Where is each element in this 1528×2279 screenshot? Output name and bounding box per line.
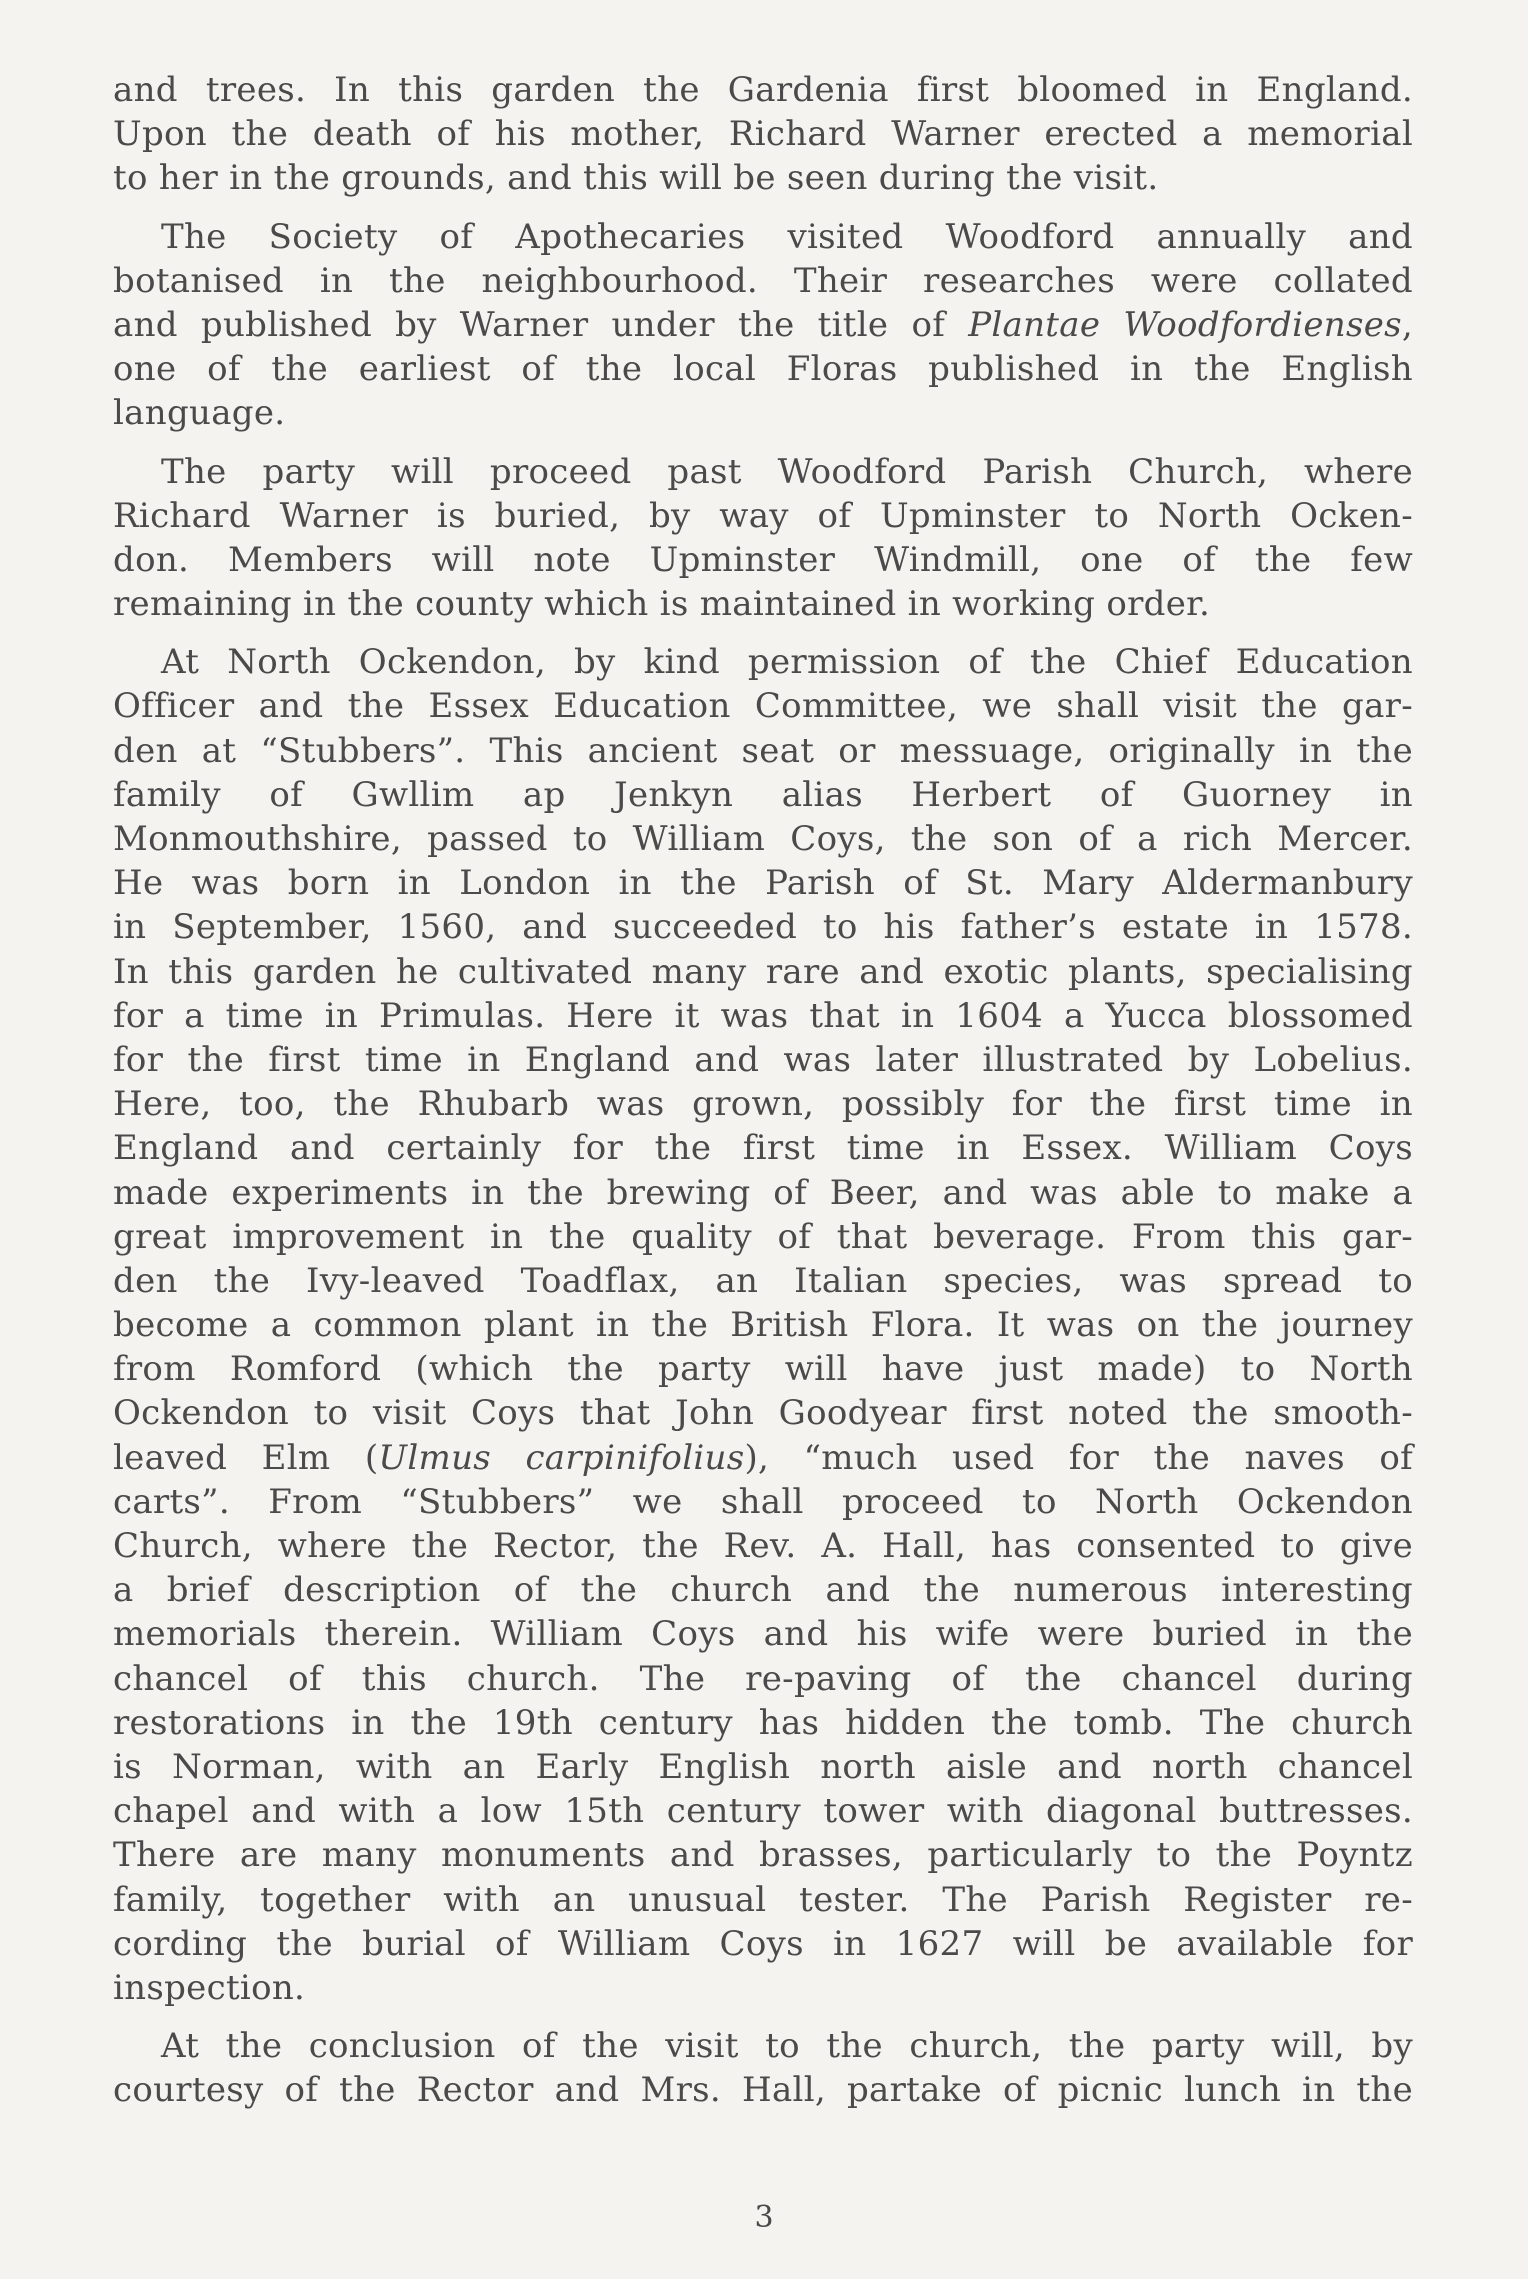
text-segment: courtesy of the Rector and Mrs. Hall, partake of picnic lunch in the [113, 2070, 1413, 2111]
text-segment: Officer and the Essex Education Committee, we shall visit the gar- [113, 686, 1413, 727]
text-line [113, 1303, 1413, 1347]
paragraph [113, 215, 1413, 436]
text-segment: chapel and with a low 15th century tower with diagonal buttresses. [113, 1791, 1413, 1832]
text-line [113, 1612, 1413, 1656]
text-segment: Monmouthshire, passed to William Coys, the son of a rich Mercer. [113, 819, 1413, 859]
text-segment: inspection. [113, 1967, 306, 2008]
text-line [113, 112, 1413, 156]
text-line [113, 1789, 1413, 1833]
paragraph [113, 640, 1413, 2010]
text-segment: one of the earliest of the local Floras published in the English [113, 349, 1413, 390]
text-segment: and trees. In this garden the Gardenia first bloomed in England. [113, 70, 1413, 110]
text-segment: remaining in the county which is maintained in working order. [113, 584, 1211, 625]
text-line [113, 347, 1413, 391]
italic-text: Ulmus carpinifolius [378, 1437, 745, 1478]
text-line [113, 1480, 1413, 1524]
text-line [113, 1391, 1413, 1435]
text-segment: a brief description of the church and the numerous interesting [113, 1570, 1413, 1611]
text-segment: The party will proceed past Woodford Parish Church, where [161, 451, 1413, 492]
text-line [113, 861, 1413, 905]
text-segment: family of Gwllim ap Jenkyn alias Herbert of Guorney in [113, 774, 1413, 815]
text-segment: and published by Warner under the title of [113, 304, 969, 345]
text-line [113, 450, 1413, 494]
text-line [113, 391, 1413, 435]
text-segment: cording the burial of William Coys in 1627 will be available for [113, 1923, 1413, 1964]
text-segment: ), “much used for the naves of [744, 1437, 1413, 1478]
paragraph [113, 68, 1413, 201]
text-segment: botanised in the neighbourhood. Their researches were collated [113, 260, 1413, 301]
text-line [113, 303, 1413, 347]
text-line [113, 2068, 1413, 2112]
text-segment: , [1401, 304, 1413, 345]
text-line [113, 1436, 1413, 1480]
text-segment: don. Members will note Upminster Windmill, one of the few [113, 539, 1413, 580]
text-segment: England and certainly for the first time in Essex. William Coys [113, 1128, 1413, 1169]
text-segment: family, together with an unusual tester. The Parish Register re- [113, 1879, 1413, 1920]
text-line [113, 156, 1413, 200]
text-segment: At North Ockendon, by kind permission of the Chief Education [161, 642, 1413, 683]
text-segment: den at “Stubbers”. This ancient seat or messuage, originally in the [113, 730, 1413, 771]
text-line [113, 1657, 1413, 1701]
text-line [113, 950, 1413, 994]
text-line [113, 640, 1413, 684]
text-segment: Here, too, the Rhubarb was grown, possibly for the first time in [113, 1084, 1413, 1125]
page-number: 3 [754, 2200, 774, 2235]
text-segment: carts”. From “Stubbers” we shall proceed to North Ockendon [113, 1481, 1413, 1522]
text-line [113, 1126, 1413, 1170]
text-segment: made experiments in the brewing of Beer, and was able to make a [113, 1172, 1413, 1213]
text-segment: from Romford (which the party will have just made) to North [113, 1349, 1413, 1390]
text-line [113, 994, 1413, 1038]
text-line [113, 538, 1413, 582]
text-segment: to her in the grounds, and this will be seen during the visit. [113, 158, 1159, 199]
text-line [113, 1524, 1413, 1568]
text-line [113, 1259, 1413, 1303]
text-line [113, 259, 1413, 303]
text-segment: become a common plant in the British Flora. It was on the journey [113, 1305, 1413, 1346]
text-line [113, 773, 1413, 817]
text-segment: in September, 1560, and succeeded to his father’s estate in 1578. [113, 907, 1413, 948]
text-line [113, 1568, 1413, 1612]
text-line [113, 1347, 1413, 1391]
text-segment: Upon the death of his mother, Richard Warner erected a memorial [113, 114, 1413, 155]
text-line [113, 1082, 1413, 1126]
text-line [113, 68, 1413, 112]
text-segment: chancel of this church. The re-paving of the chancel during [113, 1658, 1413, 1699]
text-segment: den the Ivy-leaved Toadflax, an Italian species, was spread to [113, 1260, 1413, 1301]
text-line [113, 1833, 1413, 1877]
text-line [113, 1922, 1413, 1966]
text-line [113, 905, 1413, 949]
text-segment: restorations in the 19th century has hidden the tomb. The church [113, 1702, 1413, 1743]
text-line [113, 1038, 1413, 1082]
text-segment: for the first time in England and was later illustrated by Lobelius. [113, 1039, 1413, 1080]
text-line [113, 1701, 1413, 1745]
italic-text: Plantae Woodfordienses [968, 304, 1402, 345]
text-line [113, 817, 1413, 861]
text-segment: Church, where the Rector, the Rev. A. Hall, has consented to give [113, 1526, 1413, 1566]
text-segment: language. [113, 393, 286, 434]
text-line [113, 215, 1413, 259]
text-segment: Richard Warner is buried, by way of Upminster to North Ocken- [113, 495, 1413, 536]
text-segment: for a time in Primulas. Here it was that in 1604 a Yucca blossomed [113, 995, 1413, 1036]
text-segment: memorials therein. William Coys and his wife were buried in the [113, 1614, 1413, 1655]
text-segment: At the conclusion of the visit to the church, the party will, by [161, 2026, 1413, 2067]
paragraph [113, 450, 1413, 627]
text-segment: leaved Elm ( [113, 1437, 379, 1478]
text-line [113, 1966, 1413, 2010]
paragraph [113, 2024, 1413, 2112]
body-text [113, 68, 1413, 2126]
text-segment: In this garden he cultivated many rare and exotic plants, specialising [113, 951, 1413, 992]
text-segment: Ockendon to visit Coys that John Goodyear first noted the smooth- [113, 1393, 1413, 1434]
text-segment: is Norman, with an Early English north aisle and north chancel [113, 1746, 1413, 1787]
text-line [113, 494, 1413, 538]
text-line [113, 1171, 1413, 1215]
text-segment: He was born in London in the Parish of St. Mary Aldermanbury [113, 863, 1413, 904]
text-line [113, 1215, 1413, 1259]
text-line [113, 729, 1413, 773]
text-segment: The Society of Apothecaries visited Woodford annually and [161, 216, 1413, 257]
text-line [113, 684, 1413, 728]
text-segment: There are many monuments and brasses, particularly to the Poyntz [113, 1835, 1413, 1876]
text-line [113, 2024, 1413, 2068]
text-segment: great improvement in the quality of that beverage. From this gar- [113, 1216, 1413, 1257]
text-line [113, 1878, 1413, 1922]
text-line [113, 582, 1413, 626]
text-line [113, 1745, 1413, 1789]
